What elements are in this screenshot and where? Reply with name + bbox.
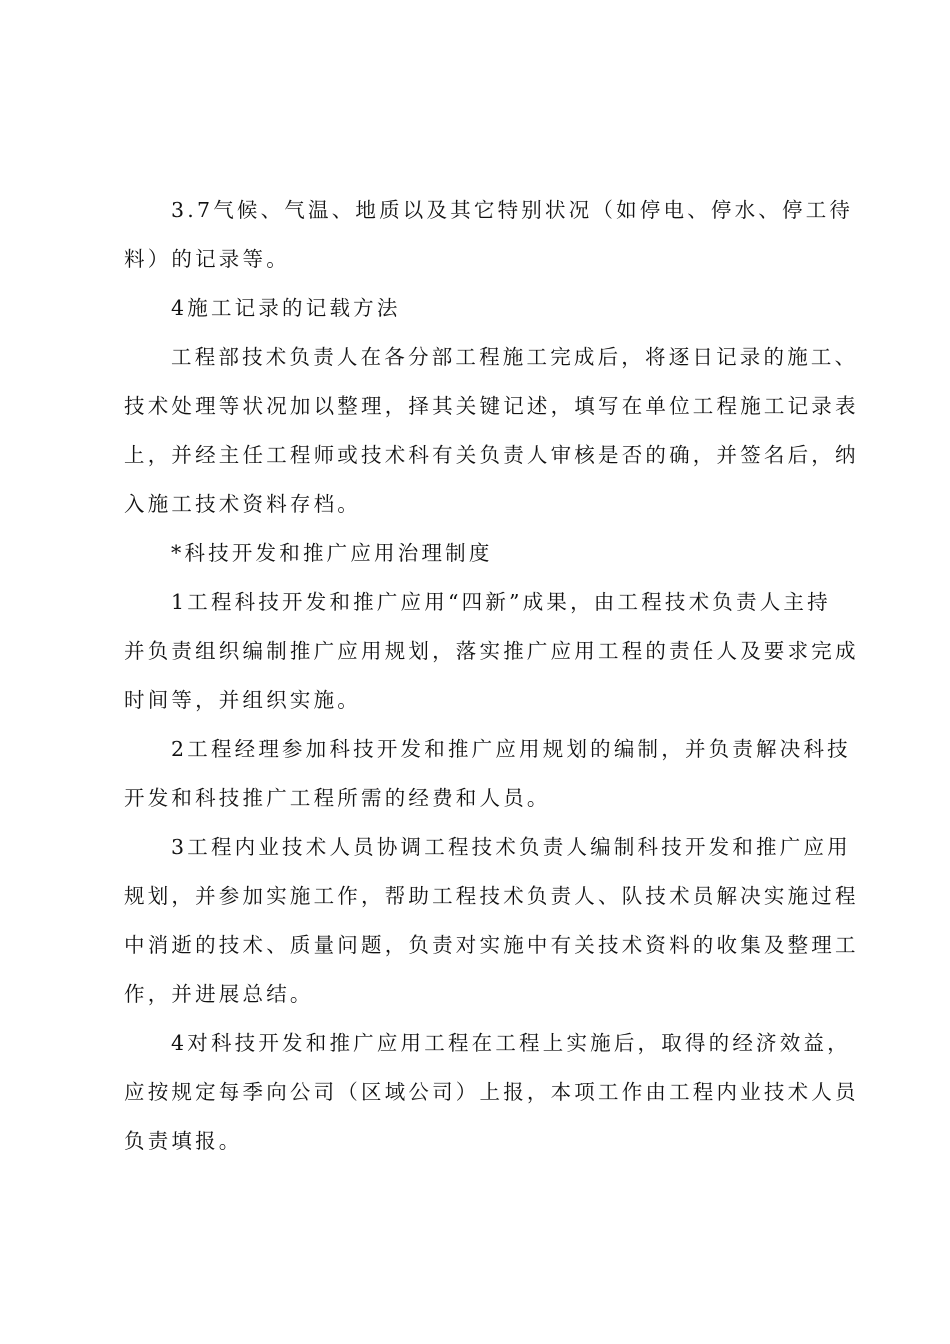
text-line: 3.7气候、气温、地质以及其它特别状况（如停电、停水、停工待 [171,198,854,222]
text-line: 中消逝的技术、质量问题，负责对实施中有关技术资料的收集及整理工 [124,933,859,957]
text-line: 规划，并参加实施工作，帮助工程技术负责人、队技术员解决实施过程 [124,884,859,908]
text-line: 技术处理等状况加以整理，择其关键记述，填写在单位工程施工记录表 [124,394,859,418]
paragraph-4-body [124,333,859,529]
text-line: 并负责组织编制推广应用规划，落实推广应用工程的责任人及要求完成 [124,639,859,663]
text-line: 1工程科技开发和推广应用“四新”成果，由工程技术负责人主持 [171,590,831,614]
section-heading: *科技开发和推广应用治理制度 [171,541,493,565]
paragraph-4 [124,1019,859,1166]
paragraph-4-heading [124,284,830,333]
text-line: 上，并经主任工程师或技术科有关负责人审核是否的确，并签名后，纳 [124,443,859,467]
text-line: 时间等，并组织实施。 [124,688,361,712]
paragraph-1 [124,578,859,725]
text-line: 应按规定每季向公司（区域公司）上报，本项工作由工程内业技术人员 [124,1080,859,1104]
text-line: 料）的记录等。 [124,247,290,271]
section-heading: 4施工记录的记载方法 [171,296,401,320]
paragraph-3-7 [124,186,854,284]
text-line: 作，并进展总结。 [124,982,314,1006]
text-line: 4对科技开发和推广应用工程在工程上实施后，取得的经济效益， [171,1031,851,1055]
paragraph-section-heading [124,529,830,578]
text-line: 3工程内业技术人员协调工程技术负责人编制科技开发和推广应用 [171,835,851,859]
text-line: 2工程经理参加科技开发和推广应用规划的编制，并负责解决科技 [171,737,851,761]
text-line: 开发和科技推广工程所需的经费和人员。 [124,786,551,810]
document-body [124,186,859,1166]
paragraph-2 [124,725,851,823]
text-line: 工程部技术负责人在各分部工程施工完成后，将逐日记录的施工、 [171,345,859,369]
text-line: 入施工技术资料存档。 [124,492,361,516]
paragraph-3 [124,823,859,1019]
text-line: 负责填报。 [124,1129,243,1153]
